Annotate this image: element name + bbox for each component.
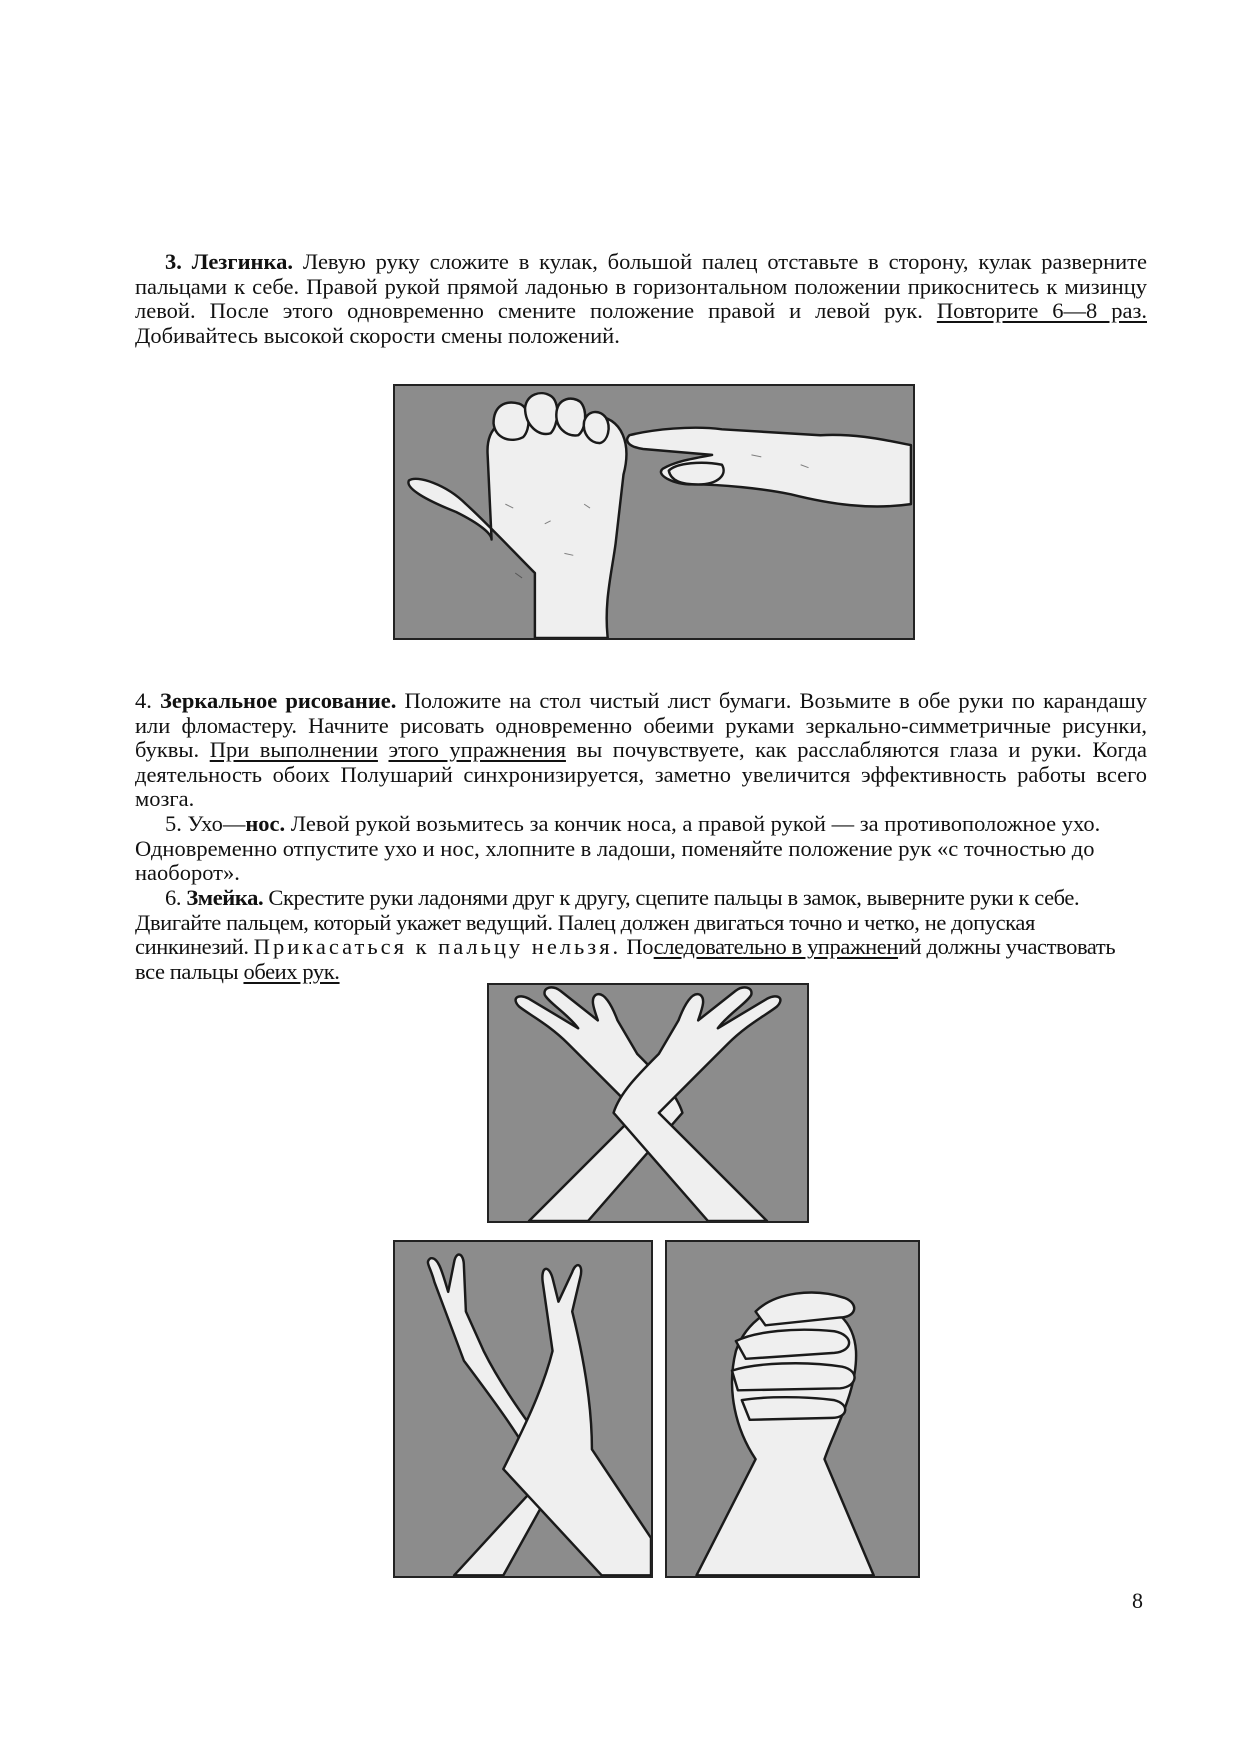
exercise-6-underlined-2: обеих рук.: [243, 958, 340, 984]
exercise-6-underlined-1: следовательно в упражнен: [653, 934, 899, 959]
clasped-hands-illustration: [665, 1240, 920, 1578]
exercise-4-underlined-1: При выполнении: [209, 737, 378, 762]
exercise-5-paragraph: [135, 812, 1147, 886]
exercise-3-paragraph: [135, 250, 1147, 348]
lezginka-hands-drawing: [395, 386, 913, 638]
crossed-hands-drawing: [489, 985, 807, 1221]
exercise-5-text: Левой рукой возьмитесь за кончик носа, а правой рукой — за противоположное ухо. Одновременно отпустите ухо и нос, хлопните в ладоши, поменяйте положение рук «с точностью до наоборот».: [135, 811, 1101, 885]
exercise-6-text-3: ий должны участвовать все пальцы: [135, 934, 1116, 984]
exercise-3-title: 3. Лезгинка.: [165, 249, 293, 274]
clasped-hands-drawing: [667, 1242, 918, 1576]
exercise-3-text-1: Левую руку сложите в кулак, большой палец отставьте в сторону, кулак разверните пальцами к себе. Правой рукой прямой ладонью в горизонтальном положении прикоснитесь к мизинцу левой. После этого одновременно смените положение правой и левой рук.: [135, 249, 1147, 323]
exercise-6-text-2: По: [621, 934, 654, 959]
exercise-6-number: 6.: [165, 885, 187, 910]
exercise-6-spaced-text: Прикасаться к пальцу нельзя.: [253, 934, 622, 959]
exercise-4-underlined-2: этого упражнения: [388, 737, 566, 762]
hands-apart-drawing: [395, 1242, 651, 1576]
exercise-6-paragraph: [135, 886, 1147, 984]
crossed-hands-illustration: [487, 983, 809, 1223]
page-number: 8: [1132, 1588, 1143, 1613]
exercise-3-text-2: Добивайтесь высокой скорости смены положений.: [135, 322, 620, 348]
exercise-6-text-1: Скрестите руки ладонями друг к другу, сцепите пальцы в замок, выверните руки к себе. Двигайте пальцем, который укажет ведущий. Палец должен двигаться точно и четко, не допуская синкинезий.: [135, 885, 1080, 959]
exercise-4-number: 4.: [135, 688, 161, 713]
exercise-6-title: Змейка.: [186, 885, 264, 910]
exercise-4-text-3: вы почувствуете, как расслабляются глаза и руки. Когда деятельность обоих Полушарий синхронизируется, заметно увеличится эффективность работы всего мозга.: [135, 737, 1148, 811]
exercise-4-text-1: Положите на стол чистый лист бумаги. Возьмите в обе руки по карандашу или фломастеру. Начните рисовать одновременно обеими руками зеркально-симметричные рисунки, буквы.: [135, 688, 1148, 762]
lezginka-illustration: [393, 384, 915, 640]
exercise-5-title: нос.: [245, 811, 286, 836]
hands-apart-illustration: [393, 1240, 653, 1578]
exercise-4-paragraph: [135, 689, 1147, 812]
exercise-4-title: Зеркальное рисование.: [160, 688, 397, 713]
exercise-3-repeat-note: Повторите 6—8 раз.: [936, 298, 1147, 323]
exercise-5-number: 5. Ухо—: [165, 811, 246, 836]
exercise-4-text-2: [378, 737, 389, 762]
